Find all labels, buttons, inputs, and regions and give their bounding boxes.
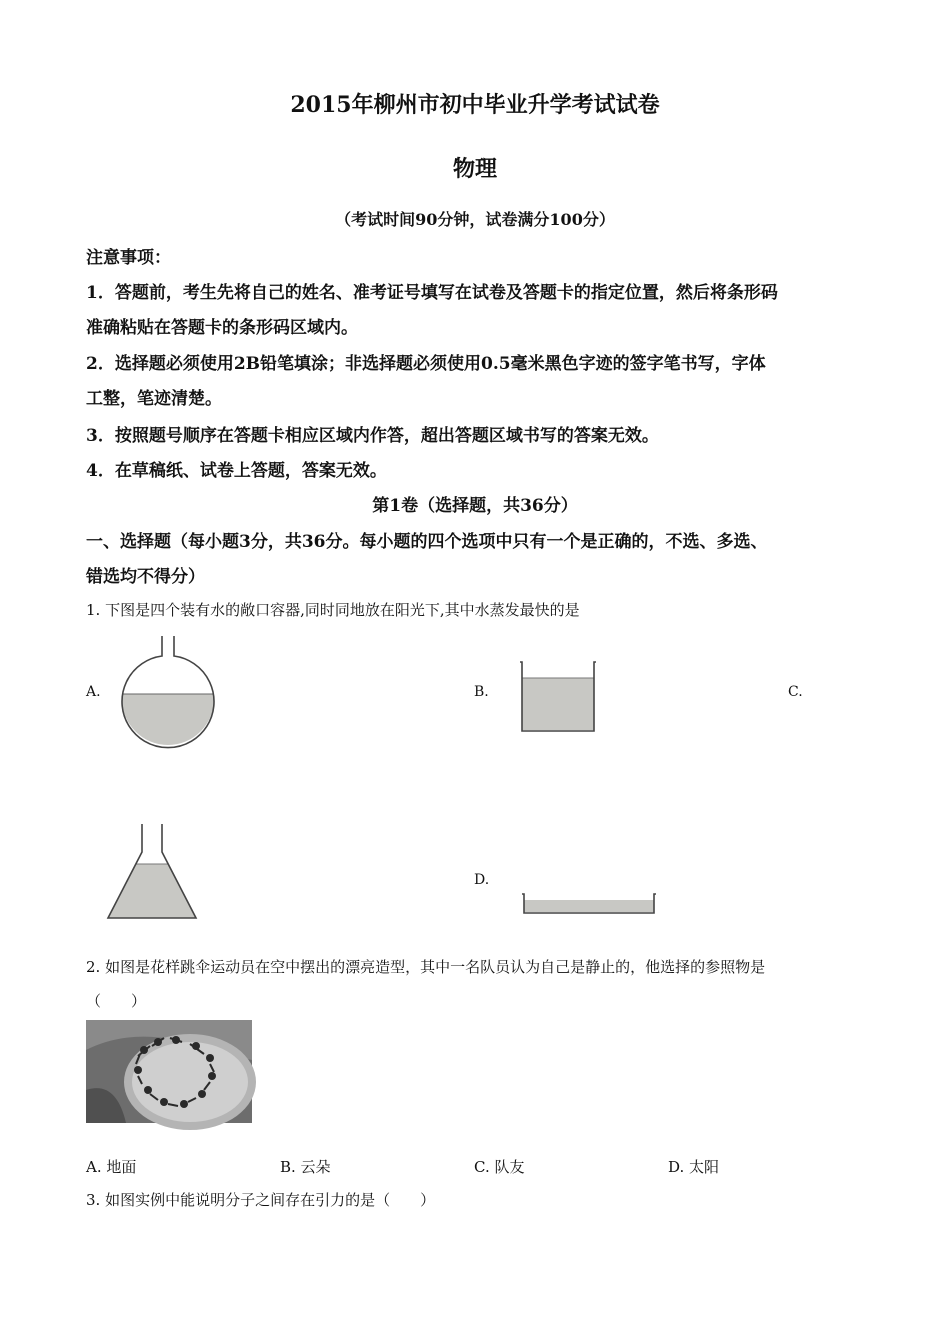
q1-option-b-label: B. [474, 684, 489, 700]
q2-answer-d: D. 太阳 [668, 1158, 720, 1176]
q1-option-c-label: C. [788, 684, 803, 700]
note-line-5: 3．按照题号顺序在答题卡相应区域内作答，超出答题区域书写的答案无效。 [86, 426, 659, 446]
water-fill [524, 900, 654, 912]
exam-info: （考试时间90分钟，试卷满分100分） [335, 210, 615, 229]
question-2-text-line2: （ ） [86, 992, 147, 1010]
conical-flask-figure [102, 822, 202, 924]
round-flask-figure [110, 632, 230, 744]
note-line-3: 2．选择题必须使用2B铅笔填涂；非选择题必须使用0.5毫米黑色字迹的签字笔书写，字体 [86, 354, 766, 374]
section-instruction-1: 一、选择题（每小题3分，共36分。每小题的四个选项中只有一个是正确的，不选、多选、 [86, 532, 768, 552]
q1-option-a-label: A. [86, 684, 101, 700]
note-line-4: 工整，笔迹清楚。 [86, 389, 222, 409]
section-heading: 第1卷（选择题，共36分） [372, 496, 578, 516]
question-2-text-line1: 2. 如图是花样跳伞运动员在空中摆出的漂亮造型，其中一名队员认为自己是静止的，他选择的参照物是 [86, 958, 766, 976]
q2-answer-c: C. 队友 [474, 1158, 525, 1176]
section-instruction-2: 错选均不得分） [86, 567, 205, 587]
note-line-1: 1．答题前，考生先将自己的姓名、准考证号填写在试卷及答题卡的指定位置，然后将条形码 [86, 283, 778, 303]
beaker-figure [516, 660, 601, 735]
note-line-2: 准确粘贴在答题卡的条形码区域内。 [86, 318, 358, 338]
question-1-text: 1. 下图是四个装有水的敞口容器,同时同地放在阳光下,其中水蒸发最快的是 [86, 601, 580, 619]
exam-title: 2015年柳州市初中毕业升学考试试卷 [290, 92, 660, 118]
note-line-6: 4．在草稿纸、试卷上答题，答案无效。 [86, 461, 387, 481]
notes-heading: 注意事项： [86, 248, 171, 268]
q2-answer-a: A. 地面 [86, 1158, 137, 1176]
q1-option-d-label: D. [474, 872, 490, 888]
water-fill [522, 678, 594, 730]
question-3-text: 3. 如图实例中能说明分子之间存在引力的是（ ） [86, 1191, 436, 1209]
q2-answer-b: B. 云朵 [280, 1158, 331, 1176]
skydivers-photo [86, 1020, 252, 1123]
exam-subject: 物理 [452, 156, 497, 182]
shallow-dish-figure [518, 890, 660, 918]
water-fill [102, 864, 202, 924]
